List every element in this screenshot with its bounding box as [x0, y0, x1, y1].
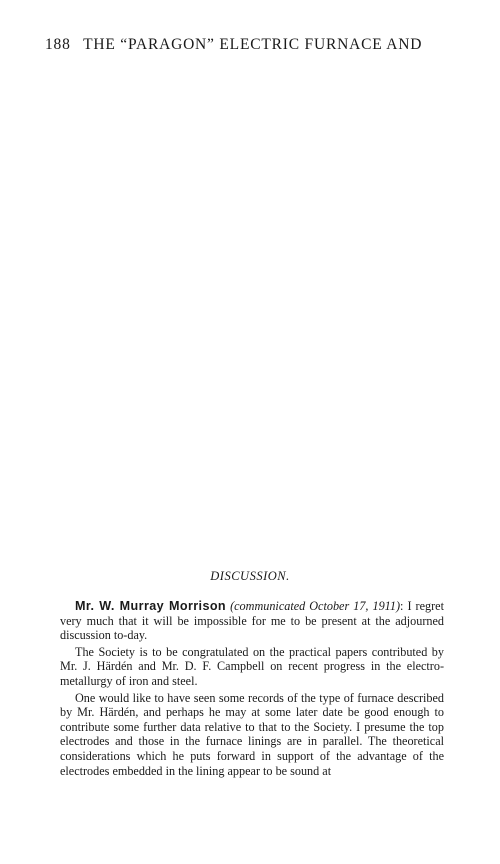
speaker-name: Mr. W. Murray Morrison: [75, 599, 227, 613]
running-title: THE “PARAGON” ELECTRIC FURNACE AND: [83, 36, 423, 53]
paragraph-3: One would like to have seen some records of the type of furnace described by Mr. Härdén, and perhaps he may at some later date be good enough to contribute some further data relative to that to the Society. I presume the top electrodes and those in the furnace linings are in parallel. The theoretical considerations which he puts forward in support of the advantage of the electrodes embedded in the lining appear to be sound at: [60, 690, 444, 778]
paragraph-1: [60, 599, 444, 643]
page-number: 188: [45, 36, 71, 53]
section-heading: DISCUSSION.: [210, 569, 290, 583]
body-text: [60, 599, 444, 778]
running-head: [45, 36, 465, 54]
paragraph-1-text: : I regret very much that it will be impossible for me to be present at the adjourned discussion to-day.: [60, 599, 444, 643]
paragraph-2: The Society is to be congratulated on the practical papers contributed by Mr. J. Härdén and Mr. D. F. Campbell on recent progress in the electro-metallurgy of iron and steel.: [60, 644, 444, 688]
communicated-note: (communicated October 17, 1911): [230, 599, 401, 613]
